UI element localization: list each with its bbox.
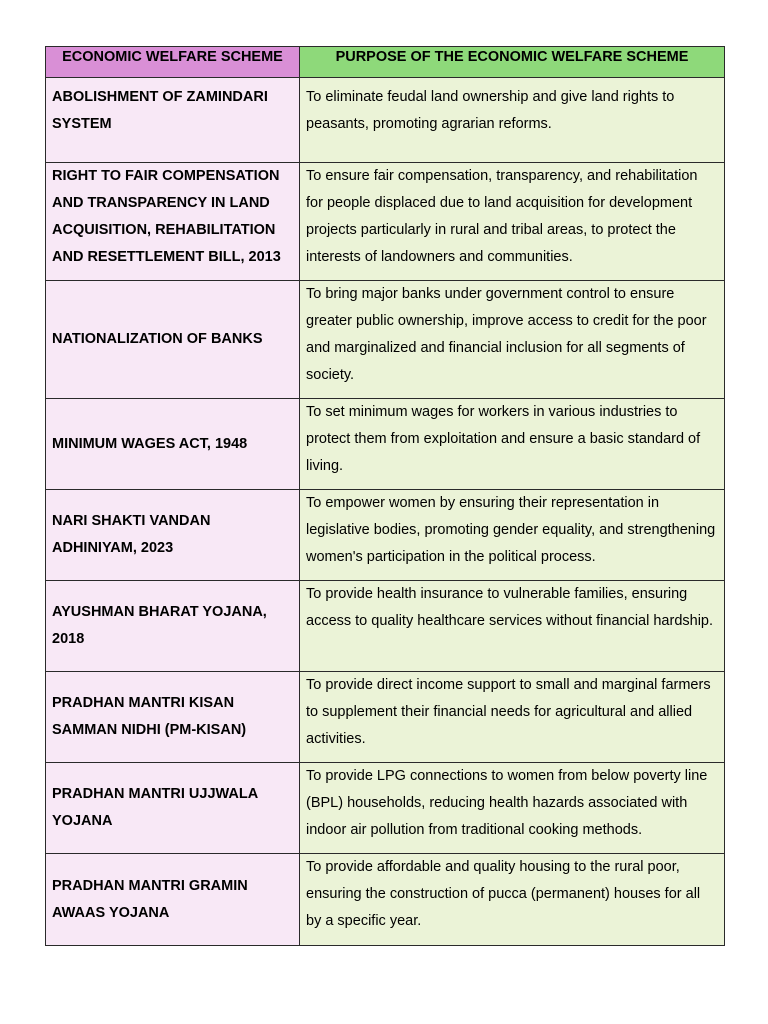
scheme-name-cell: AYUSHMAN BHARAT YOJANA, 2018	[46, 581, 300, 672]
scheme-name-cell: RIGHT TO FAIR COMPENSATION AND TRANSPARENCY IN LAND ACQUISITION, REHABILITATION AND RESETTLEMENT BILL, 2013	[46, 163, 300, 281]
scheme-purpose-cell: To eliminate feudal land ownership and give land rights to peasants, promoting agrarian reforms.	[300, 78, 725, 163]
header-purpose: PURPOSE OF THE ECONOMIC WELFARE SCHEME	[300, 47, 725, 78]
table-row	[46, 399, 725, 490]
scheme-name-cell: MINIMUM WAGES ACT, 1948	[46, 399, 300, 490]
scheme-name-cell: NARI SHAKTI VANDAN ADHINIYAM, 2023	[46, 490, 300, 581]
scheme-purpose-cell: To provide LPG connections to women from below poverty line (BPL) households, reducing health hazards associated with indoor air pollution from traditional cooking methods.	[300, 763, 725, 854]
table-row	[46, 763, 725, 854]
scheme-name-cell: PRADHAN MANTRI UJJWALA YOJANA	[46, 763, 300, 854]
scheme-purpose-cell: To provide health insurance to vulnerable families, ensuring access to quality healthcare services without financial hardship.	[300, 581, 725, 672]
scheme-purpose-cell: To provide direct income support to small and marginal farmers to supplement their financial needs for agricultural and allied activities.	[300, 672, 725, 763]
scheme-name-cell: ABOLISHMENT OF ZAMINDARI SYSTEM	[46, 78, 300, 163]
table-row	[46, 581, 725, 672]
scheme-purpose-cell: To bring major banks under government control to ensure greater public ownership, improve access to credit for the poor and marginalized and financial inclusion for all segments of society.	[300, 281, 725, 399]
table-header-row	[46, 47, 725, 78]
scheme-purpose-cell: To empower women by ensuring their representation in legislative bodies, promoting gender equality, and strengthening women's participation in the political process.	[300, 490, 725, 581]
scheme-purpose-cell: To set minimum wages for workers in various industries to protect them from exploitation and ensure a basic standard of living.	[300, 399, 725, 490]
scheme-purpose-cell: To ensure fair compensation, transparency, and rehabilitation for people displaced due to land acquisition for development projects particularly in rural and tribal areas, to protect the interests of landowners and communities.	[300, 163, 725, 281]
table-row	[46, 490, 725, 581]
table-row	[46, 163, 725, 281]
scheme-name-cell: PRADHAN MANTRI GRAMIN AWAAS YOJANA	[46, 854, 300, 946]
scheme-purpose-cell: To provide affordable and quality housing to the rural poor, ensuring the construction of pucca (permanent) houses for all by a specific year.	[300, 854, 725, 946]
table-row	[46, 78, 725, 163]
welfare-schemes-table	[45, 46, 725, 946]
header-scheme: ECONOMIC WELFARE SCHEME	[46, 47, 300, 78]
table-row	[46, 281, 725, 399]
scheme-name-cell: NATIONALIZATION OF BANKS	[46, 281, 300, 399]
scheme-name-cell: PRADHAN MANTRI KISAN SAMMAN NIDHI (PM-KISAN)	[46, 672, 300, 763]
table-row	[46, 854, 725, 946]
table-row	[46, 672, 725, 763]
